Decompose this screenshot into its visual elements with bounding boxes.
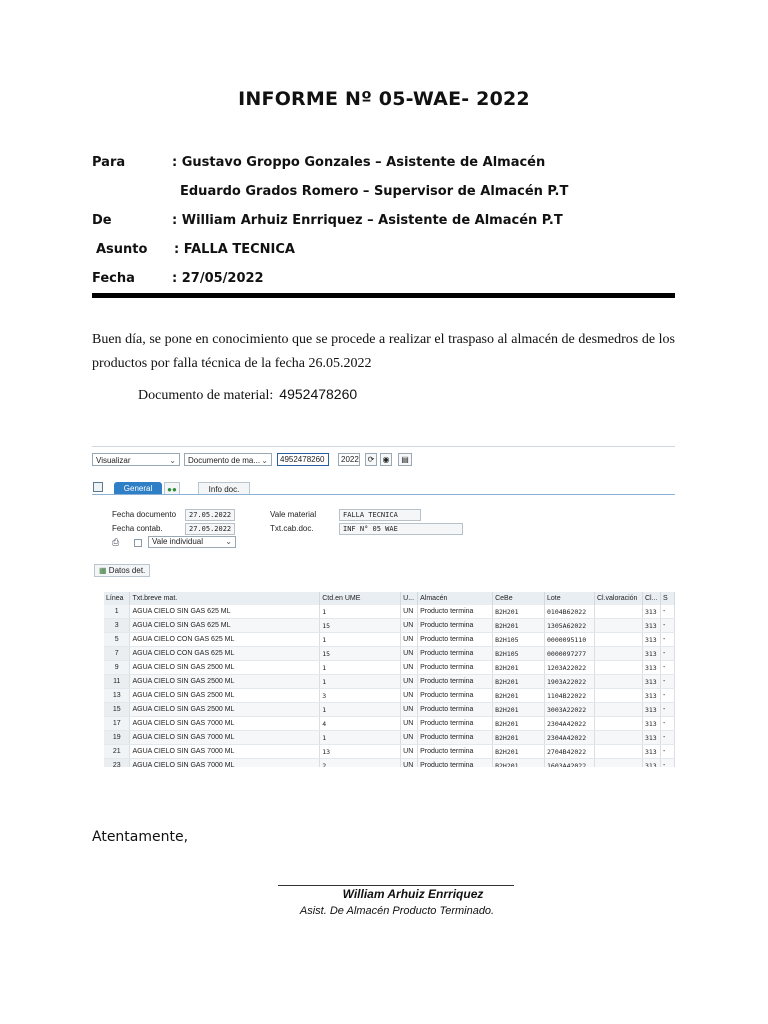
table-cell: 1 [320,661,401,675]
table-cell: AGUA CIELO SIN GAS 625 ML [130,619,320,633]
table-cell: 1 [320,703,401,717]
table-cell: AGUA CIELO SIN GAS 7000 ML [130,745,320,759]
table-cell: - [660,633,674,647]
table-row[interactable] [104,731,675,745]
table-cell: 1203A22022 [545,661,595,675]
table-cell: Producto termina [418,717,493,731]
table-cell: B2H105 [493,647,545,661]
column-header[interactable]: Almacén [418,592,493,605]
table-cell: 313 [642,605,660,619]
table-cell: 1 [320,675,401,689]
table-cell: 1903A22022 [545,675,595,689]
table-cell: 15 [320,647,401,661]
table-cell [594,745,642,759]
txt-cab-field[interactable]: INF N° 05 WAE [339,523,463,535]
table-cell [594,731,642,745]
table-cell [594,633,642,647]
table-row[interactable] [104,759,675,768]
table-cell [594,605,642,619]
table-cell: 15 [104,703,130,717]
fecha-documento-field[interactable]: 27.05.2022 [185,509,235,521]
table-cell: 313 [642,689,660,703]
table-cell: B2H201 [493,619,545,633]
table-row[interactable] [104,717,675,731]
column-header[interactable]: Línea [104,592,130,605]
table-cell: Producto termina [418,661,493,675]
people-icon[interactable]: ●● [164,482,180,495]
table-cell: 3003A22022 [545,703,595,717]
table-cell: UN [401,689,418,703]
table-cell: UN [401,605,418,619]
table-cell: 19 [104,731,130,745]
table-cell: B2H201 [493,605,545,619]
table-cell: 1104B22022 [545,689,595,703]
doc-number-input[interactable]: 4952478260 [277,453,329,466]
signature-name: William Arhuiz Enrriquez [342,887,484,901]
table-row[interactable] [104,689,675,703]
fecha-value: : 27/05/2022 [172,271,264,286]
table-cell: B2H201 [493,731,545,745]
table-cell: 313 [642,703,660,717]
table-cell: B2H201 [493,675,545,689]
table-cell: B2H201 [493,759,545,768]
sap-top-border [92,446,675,447]
sap-screenshot [92,446,675,767]
table-cell: 2304A42022 [545,717,595,731]
binoculars-icon[interactable]: ◉ [380,453,392,466]
table-cell: AGUA CIELO SIN GAS 2500 ML [130,689,320,703]
table-cell: B2H105 [493,633,545,647]
refresh-icon[interactable]: ⟳ [365,453,377,466]
table-cell: Producto termina [418,647,493,661]
table-cell: 0000097277 [545,647,595,661]
table-cell: 2304A42022 [545,731,595,745]
table-cell: 23 [104,759,130,768]
mode-select[interactable] [92,453,180,466]
table-cell [594,703,642,717]
table-cell: B2H201 [493,703,545,717]
column-header[interactable]: Ctd.en UME [320,592,401,605]
table-cell: AGUA CIELO SIN GAS 2500 ML [130,661,320,675]
datos-det-button[interactable] [94,564,150,577]
table-cell: UN [401,619,418,633]
year-input[interactable]: 2022 [338,453,360,466]
table-cell: 5 [104,633,130,647]
fecha-label: Fecha [92,271,135,286]
table-cell: 1 [320,633,401,647]
table-cell: B2H201 [493,717,545,731]
para-label: Para [92,155,126,170]
table-row[interactable] [104,703,675,717]
table-row[interactable] [104,605,675,619]
signature-role: Asist. De Almacén Producto Terminado. [299,905,495,917]
table-cell: - [660,647,674,661]
table-cell: AGUA CIELO SIN GAS 7000 ML [130,731,320,745]
table-cell: Producto termina [418,731,493,745]
table-row[interactable] [104,647,675,661]
table-row[interactable] [104,619,675,633]
table-cell: 17 [104,717,130,731]
signature-line [278,885,514,886]
table-cell: - [660,759,674,768]
table-cell: AGUA CIELO SIN GAS 7000 ML [130,759,320,768]
mode-select-value: Visualizar [96,456,131,465]
vale-material-field[interactable]: FALLA TECNICA [339,509,421,521]
column-header[interactable]: Cl... [642,592,660,605]
table-cell: B2H201 [493,689,545,703]
table-cell: AGUA CIELO CON GAS 625 ML [130,647,320,661]
column-header[interactable]: CeBe [493,592,545,605]
table-cell: UN [401,731,418,745]
table-cell [594,717,642,731]
table-cell: Producto termina [418,689,493,703]
print-checkbox[interactable] [134,539,142,547]
table-cell: - [660,675,674,689]
table-cell: UN [401,675,418,689]
table-cell: AGUA CIELO SIN GAS 7000 ML [130,717,320,731]
table-cell: - [660,689,674,703]
table-cell: AGUA CIELO SIN GAS 625 ML [130,605,320,619]
fecha-contab-label: Fecha contab. [112,524,163,533]
table-cell: 15 [320,619,401,633]
fecha-contab-field[interactable]: 27.05.2022 [185,523,235,535]
table-cell: UN [401,703,418,717]
material-doc-number: 4952478260 [279,386,358,402]
table-cell: Producto termina [418,675,493,689]
table-cell: AGUA CIELO SIN GAS 2500 ML [130,703,320,717]
table-cell: 313 [642,759,660,768]
de-label: De [92,213,112,228]
table-cell: Producto termina [418,703,493,717]
table-cell: UN [401,745,418,759]
table-cell: Producto termina [418,633,493,647]
datos-det-label: Datos det. [108,566,146,575]
table-cell: 3 [104,619,130,633]
table-icon: ▦ [99,566,107,575]
table-cell: - [660,703,674,717]
column-header[interactable]: S [660,592,674,605]
header-divider [92,293,675,298]
table-cell: 313 [642,745,660,759]
printer-icon[interactable]: ⎙ [112,537,120,547]
table-cell: - [660,619,674,633]
table-cell: - [660,661,674,675]
table-cell: UN [401,759,418,768]
column-header[interactable]: Txt.breve mat. [130,592,320,605]
table-cell [594,759,642,768]
table-cell: B2H201 [493,661,545,675]
table-cell: AGUA CIELO SIN GAS 2500 ML [130,675,320,689]
table-cell: 1 [104,605,130,619]
table-cell: 1 [320,731,401,745]
table-cell: 313 [642,647,660,661]
table-cell: - [660,745,674,759]
table-cell: UN [401,717,418,731]
table-cell: 4 [320,717,401,731]
table-cell: 1305A62022 [545,619,595,633]
table-cell: AGUA CIELO CON GAS 625 ML [130,633,320,647]
table-cell: 0000095110 [545,633,595,647]
table-header-row [104,592,675,605]
expand-icon[interactable] [93,482,103,492]
table-cell: 3 [320,689,401,703]
table-cell: 13 [320,745,401,759]
chevron-down-icon: ⌄ [261,456,268,465]
table-cell: 313 [642,731,660,745]
table-cell: 9 [104,661,130,675]
material-doc-label: Documento de material: [138,388,274,403]
table-cell: 7 [104,647,130,661]
body-paragraph: Buen día, se pone en conocimiento que se procede a realizar el traspaso al almacén de desmedros de los productos por falla técnica de la fecha 26.05.2022 [92,332,675,371]
table-cell: - [660,717,674,731]
vale-material-label: Vale material [270,510,317,519]
table-row[interactable] [104,633,675,647]
fecha-documento-label: Fecha documento [112,510,177,519]
table-cell [594,647,642,661]
vale-individual-value: Vale individual [152,537,203,546]
table-cell [594,661,642,675]
table-cell [594,619,642,633]
table-row[interactable] [104,661,675,675]
layout-icon[interactable]: ▤ [398,453,412,466]
table-row[interactable] [104,675,675,689]
doc-type-select[interactable] [184,453,272,466]
table-cell [594,689,642,703]
table-cell: 2 [320,759,401,768]
vale-individual-select[interactable] [148,536,236,548]
table-cell [594,675,642,689]
table-cell: - [660,731,674,745]
table-cell: 13 [104,689,130,703]
table-cell: - [660,605,674,619]
de-value: : William Arhuiz Enrriquez – Asistente de Almacén P.T [172,213,563,228]
table-cell: 0104B62022 [545,605,595,619]
column-header[interactable]: Lote [545,592,595,605]
table-cell: Producto termina [418,619,493,633]
table-cell: 313 [642,619,660,633]
table-cell: 313 [642,661,660,675]
table-cell: B2H201 [493,745,545,759]
closing-text: Atentamente, [92,829,189,845]
material-document-line [138,386,357,404]
table-cell: Producto termina [418,605,493,619]
para-value-2: Eduardo Grados Romero – Supervisor de Almacén P.T [180,184,569,199]
table-cell: 21 [104,745,130,759]
table-cell: UN [401,647,418,661]
column-header[interactable]: Cl.valoración [594,592,642,605]
table-cell: Producto termina [418,745,493,759]
table-cell: 313 [642,717,660,731]
items-table [104,592,675,767]
chevron-down-icon: ⌄ [225,537,232,546]
asunto-value: : FALLA TECNICA [174,242,295,257]
table-row[interactable] [104,745,675,759]
table-cell: 1603A42022 [545,759,595,768]
tab-info-doc[interactable]: Info doc. [198,482,250,495]
asunto-label: Asunto [96,242,148,257]
document-title: INFORME Nº 05-WAE- 2022 [238,88,530,110]
table-cell: 313 [642,675,660,689]
table-cell: UN [401,633,418,647]
table-cell: 2704B42022 [545,745,595,759]
table-cell: UN [401,661,418,675]
table-cell: 1 [320,605,401,619]
doc-type-select-value: Documento de ma... [188,456,261,465]
column-header[interactable]: U... [401,592,418,605]
chevron-down-icon: ⌄ [169,456,176,465]
table-cell: 313 [642,633,660,647]
para-value-1: : Gustavo Groppo Gonzales – Asistente de Almacén [172,155,546,170]
tab-underline [92,494,675,495]
tab-general[interactable]: General [114,482,162,495]
table-cell: Producto termina [418,759,493,768]
txt-cab-label: Txt.cab.doc. [270,524,314,533]
table-cell: 11 [104,675,130,689]
